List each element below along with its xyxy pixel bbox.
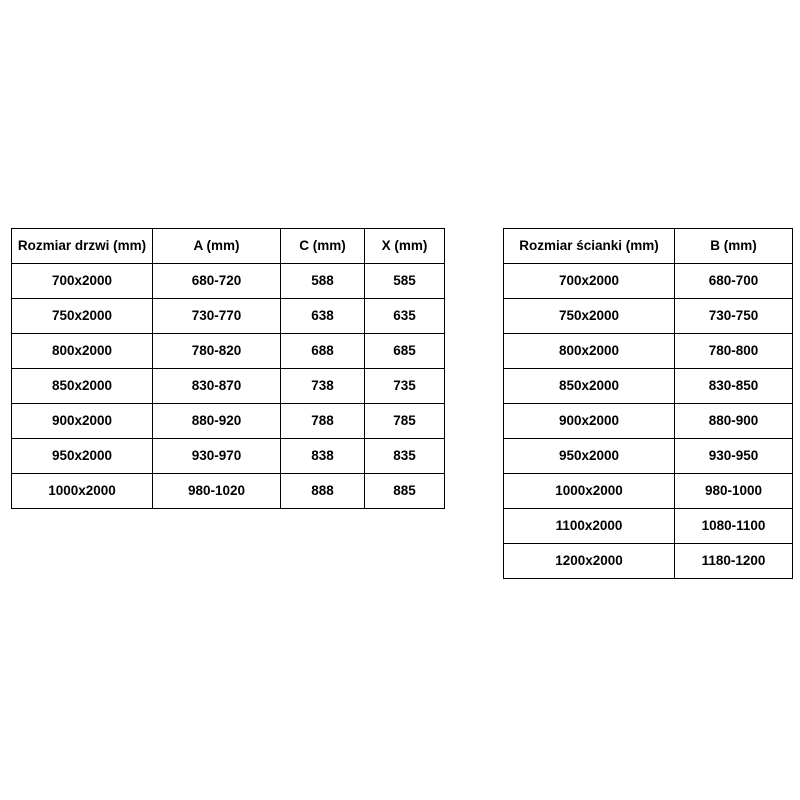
cell-b: 780-800 bbox=[675, 334, 793, 369]
cell-c: 788 bbox=[281, 404, 365, 439]
column-header-x: X (mm) bbox=[365, 229, 445, 264]
cell-wall-size: 950x2000 bbox=[504, 439, 675, 474]
cell-door-size: 1000x2000 bbox=[12, 474, 153, 509]
cell-c: 838 bbox=[281, 439, 365, 474]
cell-x: 785 bbox=[365, 404, 445, 439]
wall-panel-size-table bbox=[503, 228, 793, 579]
cell-b: 880-900 bbox=[675, 404, 793, 439]
table-row bbox=[12, 299, 445, 334]
cell-a: 880-920 bbox=[153, 404, 281, 439]
cell-c: 588 bbox=[281, 264, 365, 299]
cell-c: 688 bbox=[281, 334, 365, 369]
cell-b: 980-1000 bbox=[675, 474, 793, 509]
cell-b: 930-950 bbox=[675, 439, 793, 474]
cell-b: 730-750 bbox=[675, 299, 793, 334]
cell-x: 685 bbox=[365, 334, 445, 369]
cell-wall-size: 700x2000 bbox=[504, 264, 675, 299]
cell-b: 680-700 bbox=[675, 264, 793, 299]
cell-c: 638 bbox=[281, 299, 365, 334]
table-header-row bbox=[12, 229, 445, 264]
cell-a: 980-1020 bbox=[153, 474, 281, 509]
cell-a: 930-970 bbox=[153, 439, 281, 474]
table-row bbox=[504, 509, 793, 544]
cell-wall-size: 1200x2000 bbox=[504, 544, 675, 579]
column-header-c: C (mm) bbox=[281, 229, 365, 264]
column-header-wall-size: Rozmiar ścianki (mm) bbox=[504, 229, 675, 264]
cell-wall-size: 1000x2000 bbox=[504, 474, 675, 509]
column-header-b: B (mm) bbox=[675, 229, 793, 264]
cell-c: 888 bbox=[281, 474, 365, 509]
table-row bbox=[12, 439, 445, 474]
cell-a: 730-770 bbox=[153, 299, 281, 334]
cell-a: 680-720 bbox=[153, 264, 281, 299]
table-row bbox=[504, 334, 793, 369]
table-row bbox=[504, 439, 793, 474]
table-row bbox=[504, 474, 793, 509]
cell-wall-size: 750x2000 bbox=[504, 299, 675, 334]
cell-x: 835 bbox=[365, 439, 445, 474]
door-size-table bbox=[11, 228, 445, 509]
table-row bbox=[12, 369, 445, 404]
table-row bbox=[12, 404, 445, 439]
cell-wall-size: 900x2000 bbox=[504, 404, 675, 439]
table-row bbox=[12, 264, 445, 299]
table-row bbox=[504, 299, 793, 334]
table-row bbox=[504, 544, 793, 579]
table-row bbox=[504, 404, 793, 439]
cell-c: 738 bbox=[281, 369, 365, 404]
cell-b: 1080-1100 bbox=[675, 509, 793, 544]
cell-wall-size: 1100x2000 bbox=[504, 509, 675, 544]
table-row bbox=[504, 369, 793, 404]
cell-door-size: 750x2000 bbox=[12, 299, 153, 334]
table-row bbox=[12, 334, 445, 369]
cell-a: 780-820 bbox=[153, 334, 281, 369]
table-header-row bbox=[504, 229, 793, 264]
cell-door-size: 700x2000 bbox=[12, 264, 153, 299]
cell-door-size: 950x2000 bbox=[12, 439, 153, 474]
cell-wall-size: 800x2000 bbox=[504, 334, 675, 369]
cell-x: 735 bbox=[365, 369, 445, 404]
table-row bbox=[12, 474, 445, 509]
cell-x: 885 bbox=[365, 474, 445, 509]
cell-b: 830-850 bbox=[675, 369, 793, 404]
column-header-door-size: Rozmiar drzwi (mm) bbox=[12, 229, 153, 264]
cell-b: 1180-1200 bbox=[675, 544, 793, 579]
cell-door-size: 900x2000 bbox=[12, 404, 153, 439]
cell-x: 585 bbox=[365, 264, 445, 299]
cell-door-size: 800x2000 bbox=[12, 334, 153, 369]
cell-x: 635 bbox=[365, 299, 445, 334]
cell-a: 830-870 bbox=[153, 369, 281, 404]
cell-wall-size: 850x2000 bbox=[504, 369, 675, 404]
column-header-a: A (mm) bbox=[153, 229, 281, 264]
table-row bbox=[504, 264, 793, 299]
cell-door-size: 850x2000 bbox=[12, 369, 153, 404]
